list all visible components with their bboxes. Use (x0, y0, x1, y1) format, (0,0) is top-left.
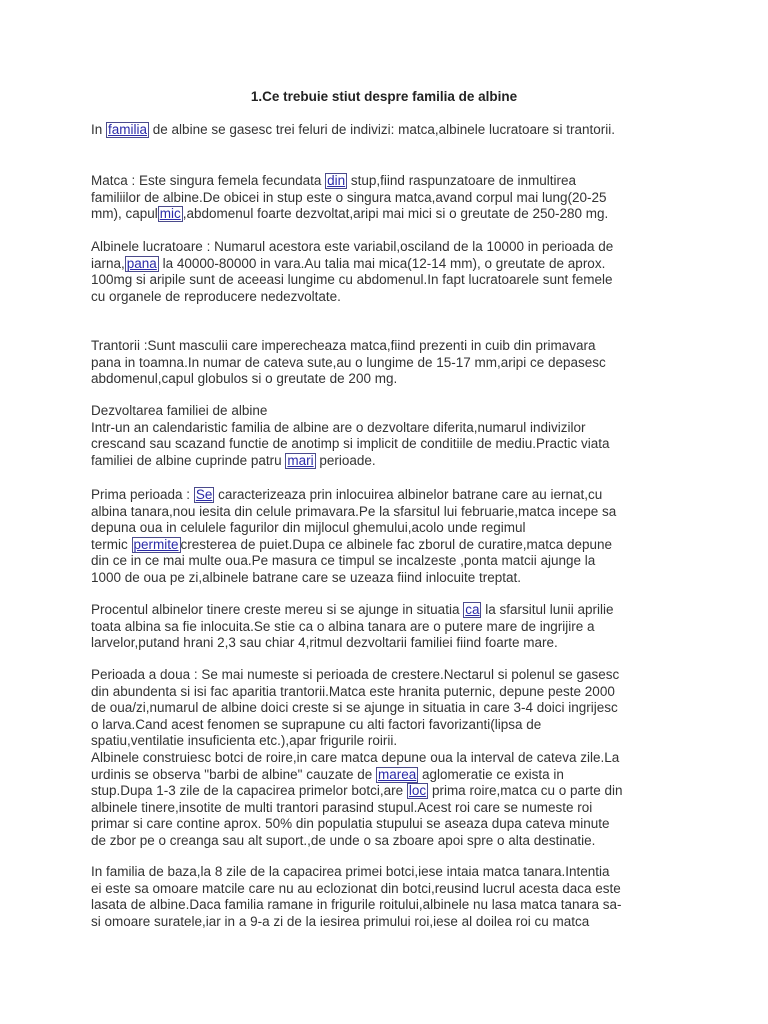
text-run: mm), capul (91, 206, 158, 222)
text-line (91, 602, 691, 619)
text-line (91, 487, 691, 504)
text-run: de oua/zi,numarul de albine doici creste si se ajunge in situatia in care 3-4 doici ingrijesc (91, 700, 618, 716)
text-run: de albine se gasesc trei feluri de indivizi: matca,albinele lucratoare si trantorii. (149, 122, 616, 137)
text-line (91, 173, 691, 190)
text-line (91, 436, 691, 453)
text-line (91, 881, 691, 898)
text-line (91, 717, 691, 734)
text-line (91, 914, 691, 931)
text-line (91, 897, 691, 914)
text-run: lasata de albine.Daca familia ramane in frigurile roitului,albinele nu lasa matca tanara sa- (91, 897, 622, 913)
text-line (91, 833, 691, 850)
keyword-link-loc[interactable]: loc (408, 783, 427, 799)
text-run: perioade. (315, 452, 376, 468)
text-line (91, 403, 691, 420)
text-line (91, 635, 691, 652)
text-run: Procentul albinelor tinere creste mereu si se ajunge in situatia (91, 602, 464, 617)
text-run: din ce in ce mai multe oua.Pe masura ce timpul se incalzeste ,ponta matcii ajunge la (91, 553, 596, 569)
text-line (91, 800, 691, 817)
keyword-link-marea[interactable]: marea (378, 766, 417, 782)
paragraph-familia-de-baza (91, 864, 691, 930)
text-line (91, 700, 691, 717)
keyword-link-familia[interactable]: familia (108, 122, 148, 137)
text-run: toata albina sa fie inlocuita.Se stie ca o albina tanara are o putere mare de ingrijire a (91, 618, 595, 634)
text-run: stup,fiind raspunzatoare de inmultirea (347, 173, 577, 188)
text-line (91, 553, 691, 570)
text-line (91, 816, 691, 833)
text-run: pana in toamna.In numar de cateva sute,au o lungime de 15-17 mm,aripi ce depasesc (91, 354, 606, 370)
text-line (91, 504, 691, 521)
text-run: termic (91, 536, 132, 552)
text-run: abdomenul,capul globulos si o greutate de 200 mg. (91, 371, 398, 387)
paragraph-prima-perioada (91, 487, 691, 587)
keyword-link-mari[interactable]: mari (287, 452, 314, 468)
text-line (91, 122, 691, 139)
text-line (91, 355, 691, 372)
text-line (91, 289, 691, 306)
text-run: In familia de baza,la 8 zile de la capacirea primei botci,iese intaia matca tanara.Intentia (91, 864, 610, 879)
text-run: cresterea de puiet.Dupa ce albinele fac zborul de curatire,matca depune (180, 536, 613, 552)
text-run: 100mg si aripile sunt de aceeasi lungime cu abdomenul.In fapt lucratoarele sunt femele (91, 272, 613, 288)
document-title: 1.Ce trebuie stiut despre familia de albine (250, 89, 518, 104)
text-run: stup.Dupa 1-3 zile de la capacirea primelor botci,are (91, 783, 407, 799)
text-run: In (91, 122, 107, 137)
text-run: Prima perioada : (91, 487, 194, 502)
paragraph-perioada-doua (91, 667, 691, 850)
text-run: la sfarsitul lunii aprilie (481, 602, 614, 617)
keyword-link-din[interactable]: din (327, 173, 346, 188)
keyword-link-pana[interactable]: pana (126, 255, 157, 271)
text-line (91, 667, 691, 684)
text-line (91, 767, 691, 784)
text-line (91, 371, 691, 388)
text-run: Albinele lucratoare : Numarul acestora este variabil,osciland de la 10000 in perioada de (91, 239, 614, 254)
text-run: aglomeratie ce exista in (418, 766, 564, 782)
paragraph-matca (91, 173, 691, 223)
text-line (91, 570, 691, 587)
text-run: ,abdomenul foarte dezvoltat,aripi mai mici si o greutate de 250-280 mg. (182, 206, 609, 222)
text-run: 1000 de oua pe zi,albinele batrane care se uzeaza fiind inlocuite treptat. (91, 569, 522, 585)
text-run: iarna, (91, 255, 125, 271)
paragraph-intro (91, 122, 691, 139)
text-run: Intr-un an calendaristic familia de albine are o dezvoltare diferita,numarul indivizilor (91, 419, 586, 435)
text-line (91, 206, 691, 223)
text-run: crescand sau scazand functie de anotimp si implicit de conditiile de mediu.Practic viata (91, 436, 610, 452)
keyword-link-mic[interactable]: mic (159, 206, 181, 222)
text-run: primar si care contine aprox. 50% din populatia stupului se aseaza dupa cateva minute (91, 816, 610, 832)
text-line (91, 453, 691, 470)
text-line (91, 256, 691, 273)
keyword-link-ca[interactable]: ca (465, 602, 480, 617)
text-line (91, 272, 691, 289)
paragraph-procentul (91, 602, 691, 652)
paragraph-albinele-lucratoare (91, 239, 691, 305)
text-run: caracterizeaza prin inlocuirea albinelor batrane care au iernat,cu (214, 487, 603, 502)
paragraph-dezvoltarea (91, 403, 691, 469)
text-run: de zbor pe o creanga sau alt suport.,de unde o sa zboare apoi spre o alta destinatie. (91, 832, 596, 848)
text-run: urdinis se observa "barbi de albine" cauzate de (91, 766, 377, 782)
text-line (91, 684, 691, 701)
text-line (91, 750, 691, 767)
text-run: Dezvoltarea familiei de albine (91, 403, 268, 418)
keyword-link-se[interactable]: Se (195, 487, 213, 502)
text-line (91, 520, 691, 537)
text-run: ei este sa omoare matcile care nu au eclozionat din botci,reusind lucrul acesta daca este (91, 880, 621, 896)
text-run: o larva.Cand acest fenomen se suprapune cu alti factori favorizanti(lipsa de (91, 716, 542, 732)
text-line (91, 190, 691, 207)
text-run: Albinele construiesc botci de roire,in care matca depune oua la interval de cateva zile.La (91, 749, 620, 765)
text-line (91, 420, 691, 437)
text-run: albinele tinere,insotite de multi trantori parasind stupul.Acest roi care se numeste roi (91, 799, 593, 815)
text-run: prima roire,matca cu o parte din (428, 783, 623, 799)
text-line (91, 338, 691, 355)
text-run: la 40000-80000 in vara.Au talia mai mica(12-14 mm), o greutate de aprox. (158, 255, 606, 271)
text-run: albina tanara,nou iesita din celule primavara.Pe la sfarsitul lui februarie,matca incepe sa (91, 503, 617, 519)
text-run: si omoare suratele,iar in a 9-a zi de la iesirea primului roi,iese al doilea roi cu matca (91, 913, 590, 929)
text-line (91, 733, 691, 750)
text-run: Perioada a doua : Se mai numeste si perioada de crestere.Nectarul si polenul se gasesc (91, 667, 620, 682)
text-run: familiilor de albine.De obicei in stup este o singura matca,avand corpul mai lung(20-25 (91, 189, 607, 205)
text-line (91, 537, 691, 554)
text-line (91, 783, 691, 800)
text-line (91, 619, 691, 636)
text-run: Matca : Este singura femela fecundata (91, 173, 326, 188)
text-line (91, 864, 691, 881)
keyword-link-permite[interactable]: permite (133, 536, 179, 552)
text-line (91, 239, 691, 256)
text-run: depuna oua in celulele fagurilor din mijlocul ghemului,acolo unde regimul (91, 520, 526, 536)
text-run: cu organele de reproducere nedezvoltate. (91, 288, 341, 304)
paragraph-trantorii (91, 338, 691, 388)
text-run: din abundenta si isi fac aparitia trantorii.Matca este hranita puternic, depune peste 2000 (91, 683, 615, 699)
text-run: familiei de albine cuprinde patru (91, 452, 286, 468)
text-run: spatiu,ventilatie insuficienta etc.),apar frigurile roirii. (91, 733, 398, 749)
text-run: larvelor,putand hrani 2,3 sau chiar 4,ritmul dezvoltarii familiei fiind foarte mare. (91, 635, 558, 651)
text-run: Trantorii :Sunt masculii care imperecheaza matca,fiind prezenti in cuib din primavara (91, 338, 596, 353)
